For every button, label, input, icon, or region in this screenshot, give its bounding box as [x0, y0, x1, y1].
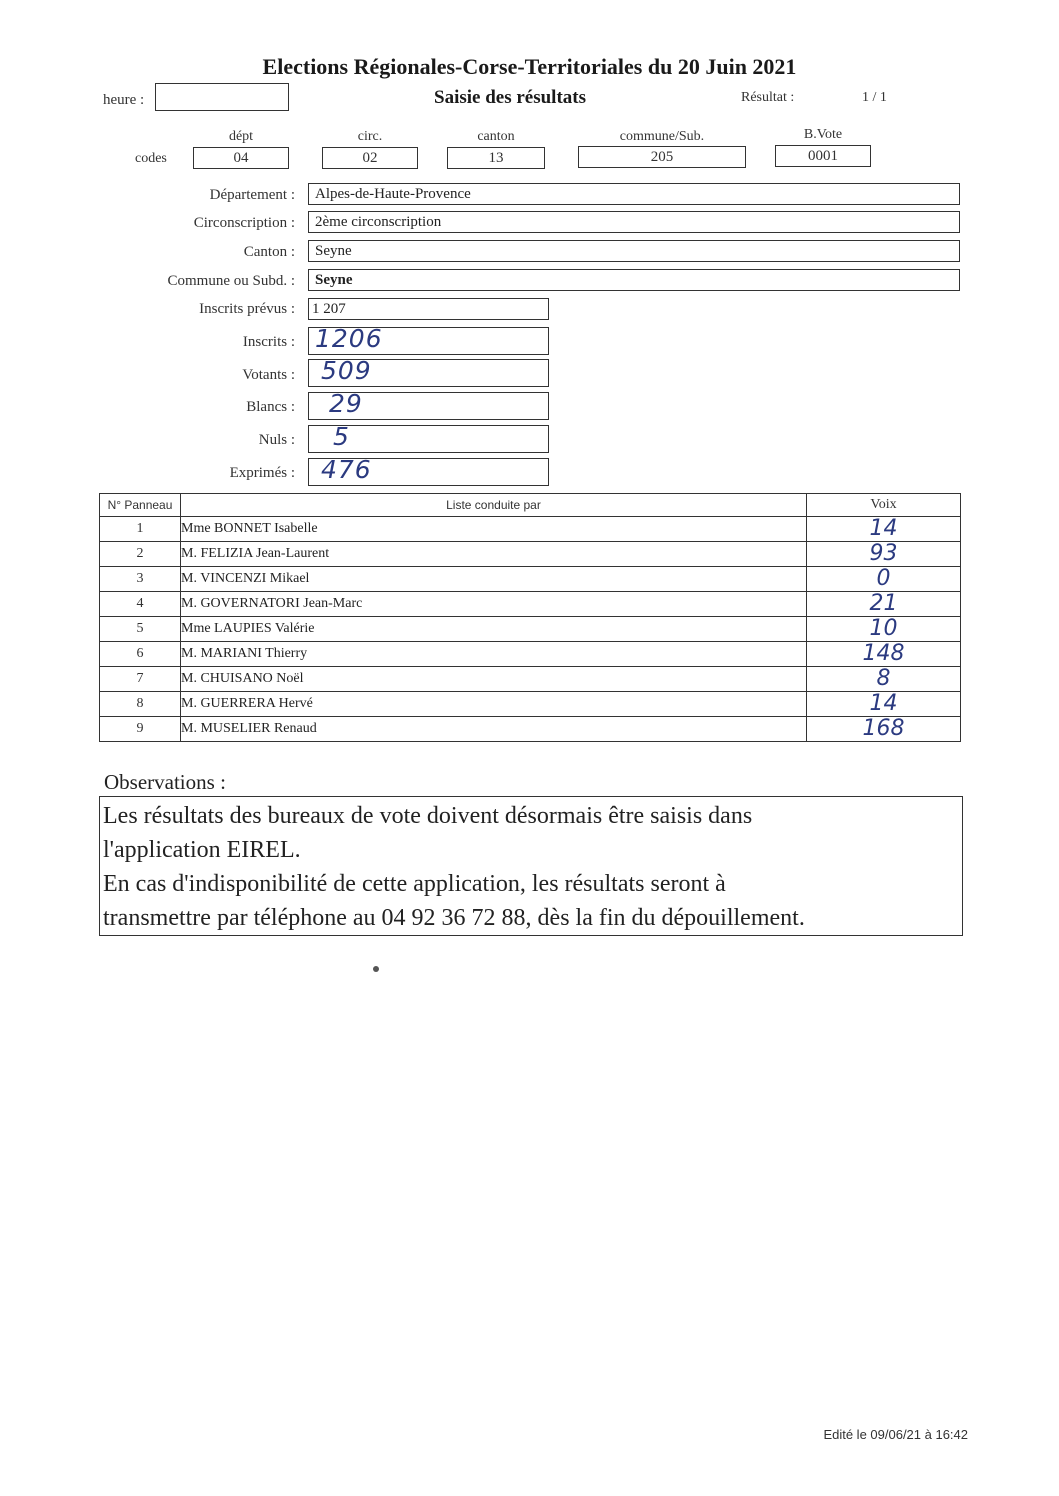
- resultat-label: Résultat :: [741, 90, 795, 105]
- circonscription-label: Circonscription :: [193, 215, 295, 231]
- voix-cell[interactable]: [807, 542, 961, 567]
- table-row: [100, 717, 961, 742]
- observations-line: En cas d'indisponibilité de cette application, les résultats seront à: [103, 871, 726, 897]
- voix-value: 168: [862, 716, 905, 741]
- exprimes-field[interactable]: [308, 455, 549, 486]
- voix-cell[interactable]: [807, 692, 961, 717]
- voix-cell[interactable]: [807, 617, 961, 642]
- voix-cell[interactable]: [807, 567, 961, 592]
- voix-cell[interactable]: [807, 592, 961, 617]
- bvote-code-label: B.Vote: [803, 127, 843, 142]
- panneau-header: N° Panneau: [100, 494, 181, 517]
- results-table: [99, 493, 961, 742]
- commune-code-field[interactable]: 205: [578, 146, 746, 168]
- commune-field[interactable]: Seyne: [308, 269, 960, 291]
- observations-line: l'application EIREL.: [103, 837, 301, 863]
- nuls-value: 5: [333, 422, 350, 451]
- dept-code-field[interactable]: 04: [193, 147, 289, 169]
- bvote-code-field[interactable]: 0001: [775, 145, 871, 167]
- departement-field[interactable]: Alpes-de-Haute-Provence: [308, 183, 960, 205]
- circ-code-field[interactable]: 02: [322, 147, 418, 169]
- nuls-label: Nuls :: [258, 432, 295, 448]
- votants-field[interactable]: [308, 356, 549, 387]
- table-row: [100, 692, 961, 717]
- list-leader: Mme BONNET Isabelle: [181, 517, 807, 542]
- canton-label: Canton :: [243, 244, 295, 260]
- votants-value: 509: [321, 356, 372, 385]
- blancs-value: 29: [329, 389, 363, 418]
- document-subtitle: Saisie des résultats: [434, 87, 586, 108]
- table-row: [100, 642, 961, 667]
- list-leader: Mme LAUPIES Valérie: [181, 617, 807, 642]
- inscrits-label: Inscrits :: [242, 334, 295, 350]
- panneau-number: 8: [100, 692, 181, 717]
- voix-value: 0: [876, 566, 891, 591]
- list-leader: M. MARIANI Thierry: [181, 642, 807, 667]
- voix-cell[interactable]: [807, 717, 961, 742]
- table-row: [100, 567, 961, 592]
- commune-label: Commune ou Subd. :: [167, 273, 295, 289]
- voix-value: 93: [869, 541, 898, 566]
- document-title: Elections Régionales-Corse-Territoriales du 20 Juin 2021: [262, 54, 797, 79]
- codes-label: codes: [135, 151, 167, 166]
- inscrits-field[interactable]: [308, 324, 549, 355]
- edited-timestamp: Edité le 09/06/21 à 16:42: [823, 1427, 968, 1442]
- circonscription-field[interactable]: 2ème circonscription: [308, 211, 960, 233]
- canton-code-label: canton: [477, 129, 515, 144]
- list-leader: M. VINCENZI Mikael: [181, 567, 807, 592]
- resultat-value: 1 / 1: [862, 90, 887, 105]
- panneau-number: 7: [100, 667, 181, 692]
- liste-header: Liste conduite par: [181, 494, 807, 517]
- panneau-number: 5: [100, 617, 181, 642]
- exprimes-label: Exprimés :: [229, 465, 295, 481]
- heure-label: heure :: [103, 92, 145, 108]
- table-row: [100, 617, 961, 642]
- circ-code-label: circ.: [357, 129, 383, 144]
- voix-value: 14: [869, 691, 898, 716]
- blancs-label: Blancs :: [246, 399, 295, 415]
- observations-line: Les résultats des bureaux de vote doivent désormais être saisis dans: [103, 803, 753, 829]
- list-leader: M. FELIZIA Jean-Laurent: [181, 542, 807, 567]
- panneau-number: 6: [100, 642, 181, 667]
- panneau-number: 9: [100, 717, 181, 742]
- table-row: [100, 667, 961, 692]
- list-leader: M. MUSELIER Renaud: [181, 717, 807, 742]
- voix-cell[interactable]: [807, 667, 961, 692]
- heure-field[interactable]: [155, 83, 289, 111]
- observations-box: [99, 796, 963, 936]
- panneau-number: 2: [100, 542, 181, 567]
- voix-value: 21: [869, 591, 898, 616]
- voix-value: 148: [862, 641, 905, 666]
- departement-label: Département :: [209, 187, 295, 203]
- list-leader: M. CHUISANO Noël: [181, 667, 807, 692]
- list-leader: M. GOVERNATORI Jean-Marc: [181, 592, 807, 617]
- table-row: [100, 592, 961, 617]
- blancs-field[interactable]: [308, 389, 549, 420]
- panneau-number: 3: [100, 567, 181, 592]
- table-row: [100, 542, 961, 567]
- voix-value: 14: [869, 516, 898, 541]
- voix-cell[interactable]: [807, 517, 961, 542]
- table-row: [100, 517, 961, 542]
- observations-line: transmettre par téléphone au 04 92 36 72 88, dès la fin du dépouillement.: [103, 905, 805, 931]
- results-header-row: [100, 494, 961, 517]
- panneau-number: 1: [100, 517, 181, 542]
- observations-label: Observations :: [104, 770, 226, 794]
- ink-dot: [373, 966, 379, 972]
- inscrits-prevus-field[interactable]: 1 207: [308, 298, 549, 320]
- exprimes-value: 476: [321, 455, 372, 484]
- voix-value: 10: [869, 616, 898, 641]
- inscrits-prevus-label: Inscrits prévus :: [199, 301, 295, 317]
- canton-field[interactable]: Seyne: [308, 240, 960, 262]
- panneau-number: 4: [100, 592, 181, 617]
- canton-code-field[interactable]: 13: [447, 147, 545, 169]
- dept-code-label: dépt: [228, 129, 254, 144]
- commune-code-label: commune/Sub.: [619, 129, 705, 144]
- votants-label: Votants :: [242, 367, 295, 383]
- list-leader: M. GUERRERA Hervé: [181, 692, 807, 717]
- inscrits-value: 1206: [315, 324, 383, 353]
- voix-cell[interactable]: [807, 642, 961, 667]
- voix-header: Voix: [807, 494, 961, 517]
- voix-value: 8: [876, 666, 891, 691]
- nuls-field[interactable]: [308, 422, 549, 453]
